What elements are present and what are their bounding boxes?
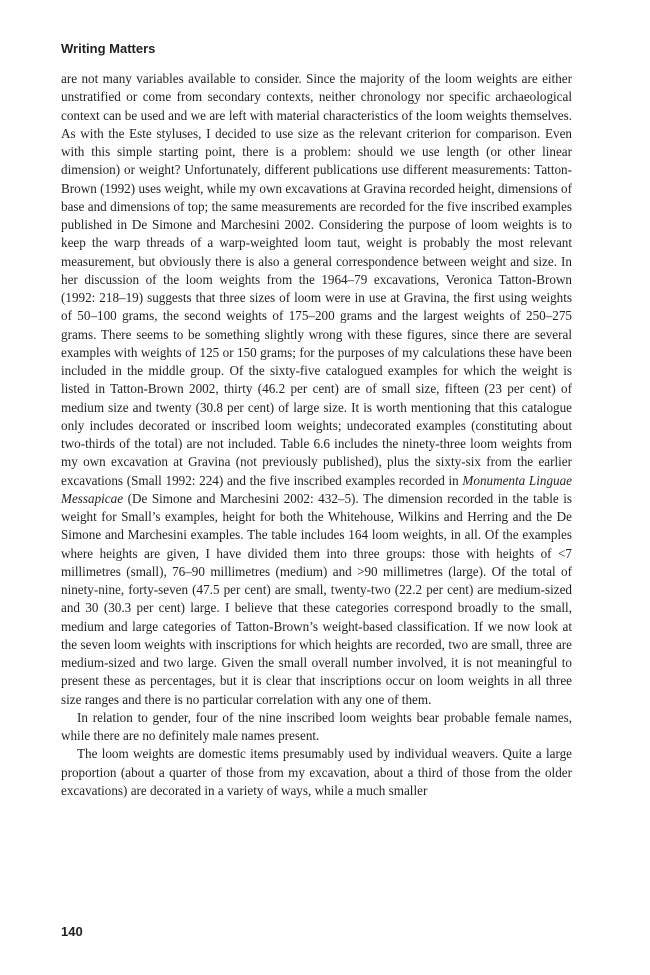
paragraph-2: In relation to gender, four of the nine inscribed loom weights bear probable female names, while there are no definitely male names present. — [61, 709, 572, 743]
paragraph-1-text-b: (De Simone and Marchesini 2002: 432–5). The dimension recorded in the table is weight for Small’s examples, height for both the Whitehouse, Wilkins and Herring and the De Simone and Marchesini examples. The table includes 164 loom weights, in all. Of the examples where heights are given, I have divided them into three groups: those with heights of <7 millimetres (small), 76–90 millimetres (medium) and >90 millimetres (large). Of the total of ninety-nine, forty-seven (47.5 per cent) are small, twenty-two (22.2 per cent) are medium-sized and 30 (30.3 per cent) large. I believe that these categories correspond broadly to the small, medium and large categories of Tatton-Brown’s weight-based classification. If we now look at the seven loom weights with inscriptions for which heights are recorded, two are small, three are medium-sized and two large. Given the small overall number involved, it is not meaningful to present these as percentages, but it is clear that inscriptions occur on loom weights in all three size ranges and there is no particular correlation with any one of them. — [61, 490, 572, 707]
paragraph-3: The loom weights are domestic items presumably used by individual weavers. Quite a large proportion (about a quarter of those from my excavation, about a third of those from the older excavations) are decorated in a variety of ways, while a much smaller — [61, 746, 572, 798]
running-head: Writing Matters — [61, 41, 156, 56]
page-number: 140 — [61, 924, 83, 939]
body-text — [61, 70, 572, 800]
paragraph-1-italic-title: Monumenta Linguae Messapicae — [61, 472, 572, 506]
paragraph-1-text-a: are not many variables available to consider. Since the majority of the loom weights are either unstratified or come from secondary contexts, neither chronology nor specific archaeological context can be used and we are left with material characteristics of the loom weights themselves. As with the Este styluses, I decided to use size as the relevant criterion for comparison. Even with this simple starting point, there is a problem: should we use length (or other linear dimension) or weight? Unfortunately, different publications use different measurements: Tatton-Brown (1992) uses weight, while my own excavations at Gravina recorded height, dimensions of base and dimensions of top; the same measurements are recorded for the five inscribed examples published in De Simone and Marchesini 2002. Considering the purpose of loom weights is to keep the warp threads of a warp-weighted loom taut, weight is probably the most relevant measurement, but obviously there is also a general correspondence between weight and size. In her discussion of the loom weights from the 1964–79 excavations, Veronica Tatton-Brown (1992: 218–19) suggests that three sizes of loom were in use at Gravina, the first using weights of 50–100 grams, the second weights of 175–200 grams and the largest weights of 250–275 grams. There seems to be something slightly wrong with these figures, since there are several examples with weights of 125 or 150 grams; for the purposes of my calculations these have been included in the middle group. Of the sixty-five catalogued examples for which the weight is listed in Tatton-Brown 2002, thirty (46.2 per cent) are of small size, fifteen (23 per cent) of medium size and twenty (30.8 per cent) of large size. It is worth mentioning that this catalogue only includes decorated or inscribed loom weights; undecorated examples (constituting about two-thirds of the total) are not included. Table 6.6 includes the ninety-three loom weights from my own excavation at Gravina (not previously published), plus the sixty-six from the earlier excavations (Small 1992: 224) and the five inscribed examples recorded in — [61, 71, 572, 488]
paragraph-1 — [61, 70, 572, 709]
